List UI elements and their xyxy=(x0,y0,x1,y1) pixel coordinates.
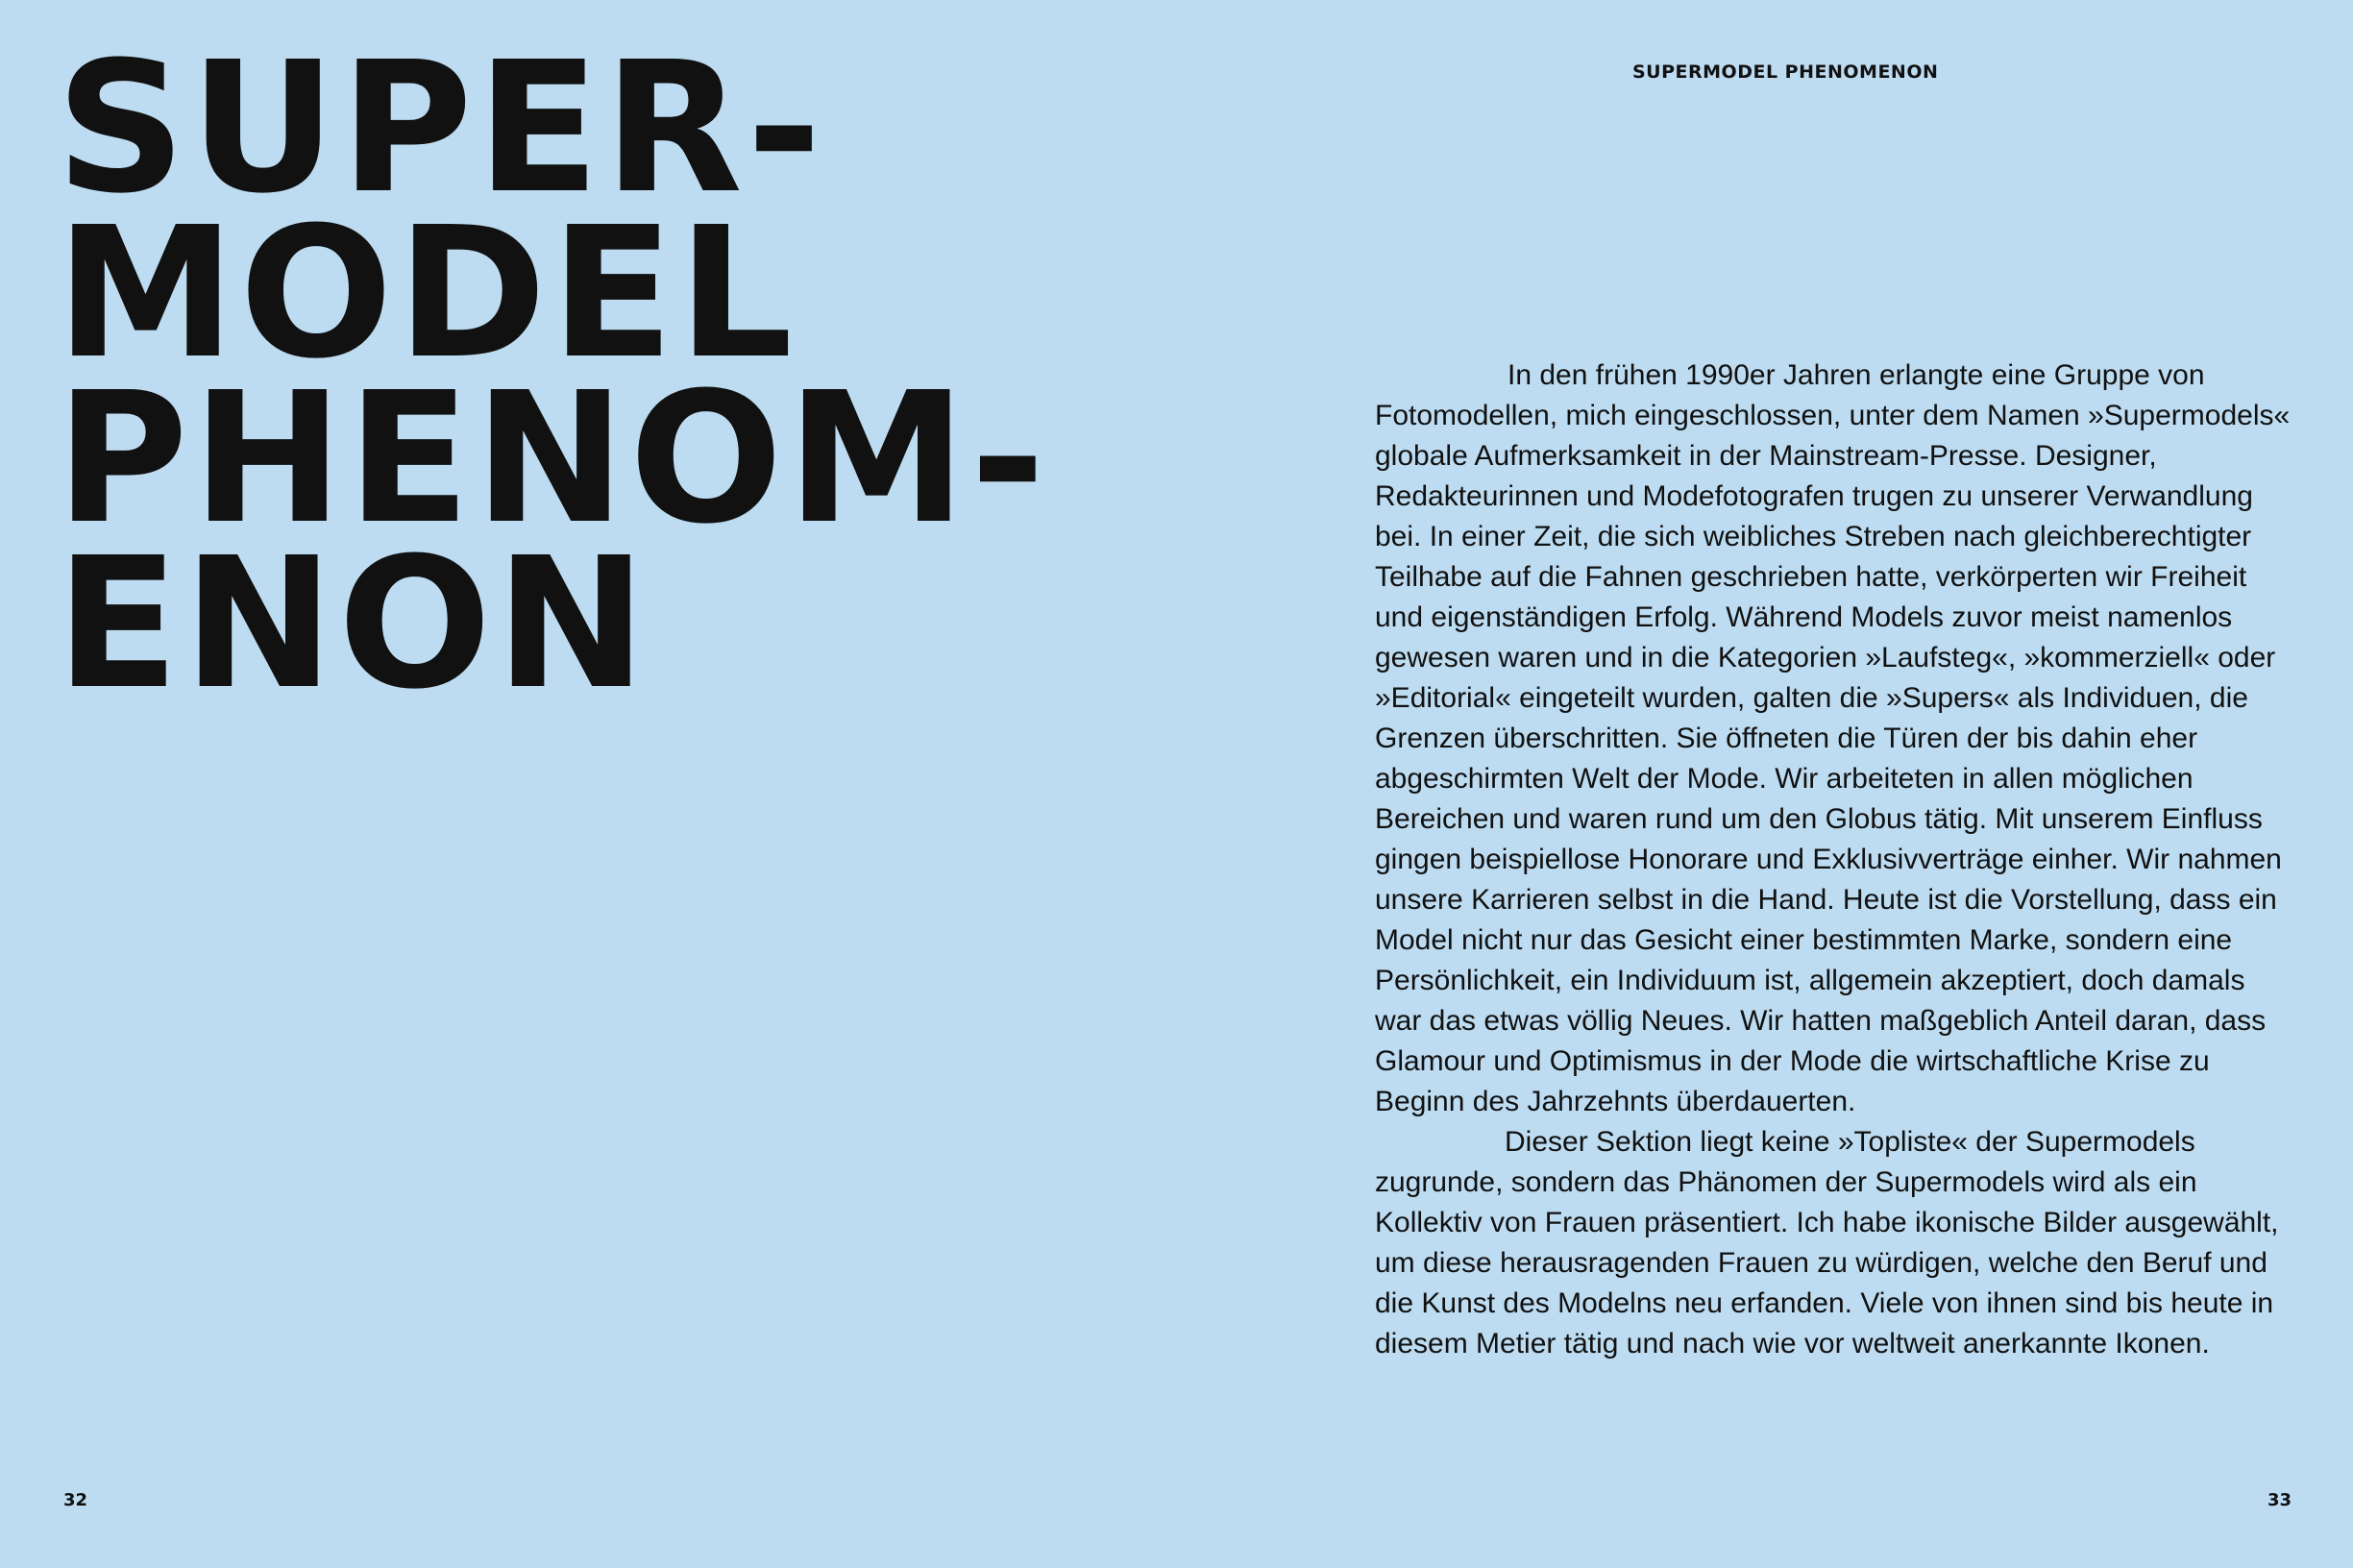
left-page xyxy=(0,0,1176,1568)
running-head: SUPERMODEL PHENOMENON xyxy=(1632,61,1939,83)
title-line: ENON xyxy=(56,519,650,729)
right-page xyxy=(1176,0,2353,1568)
body-paragraph: In den frühen 1990er Jahren erlangte eine Gruppe von Fotomodellen, mich eingeschlossen, unter dem Namen »Supermodels« globale Aufmerksamkeit in der Mainstream-Presse. Designer, Redakteurinnen und Modefotografen trugen zu unserer Verwandlung bei. In einer Zeit, die sich weibliches Streben nach gleichberechtigter Teilhabe auf die Fahnen geschrieben hatte, verkörperten wir Freiheit und eigenständigen Erfolg. Während Models zuvor meist namenlos gewesen waren und in die Kategorien »Laufsteg«, »kommerziell« oder »Editorial« eingeteilt wurden, galten die »Supers« als Individuen, die Grenzen überschritten. Sie öffneten die Türen der bis dahin eher abgeschirmten Welt der Mode. Wir arbeiteten in allen möglichen Bereichen und waren rund um den Globus tätig. Mit unserem Einfluss gingen beispiellose Honorare und Exklusivverträge einher. Wir nahmen unsere Karrieren selbst in die Hand. Heute ist die Vorstellung, dass ein Model nicht nur das Gesicht einer bestimmten Marke, sondern eine Persönlichkeit, ein Individuum ist, allgemein akzeptiert, doch damals war das etwas völlig Neues. Wir hatten maßgeblich Anteil daran, dass Glamour und Optimismus in der Mode die wirtschaftliche Krise zu Beginn des Jahrzehnts überdauerten. xyxy=(1375,359,2291,1117)
body-text xyxy=(1375,355,2297,1364)
title-line: SUPER- xyxy=(56,23,826,233)
body-paragraph: Dieser Sektion liegt keine »Topliste« der Supermodels zugrunde, sondern das Phänomen der Supermodels wird als ein Kollektiv von Frauen präsentiert. Ich habe ikonische Bilder ausgewählt, um diese herausragenden Frauen zu würdigen, welche den Beruf und die Kunst des Modelns neu erfanden. Viele von ihnen sind bis heute in diesem Metier tätig und nach wie vor weltweit anerkannte Ikonen. xyxy=(1375,1126,2279,1360)
page-title xyxy=(56,23,1049,729)
title-line: MODEL xyxy=(56,188,797,399)
page-number-right: 33 xyxy=(2267,1490,2292,1510)
page-number-left: 32 xyxy=(63,1490,88,1510)
title-line: PHENOM- xyxy=(56,354,1049,564)
